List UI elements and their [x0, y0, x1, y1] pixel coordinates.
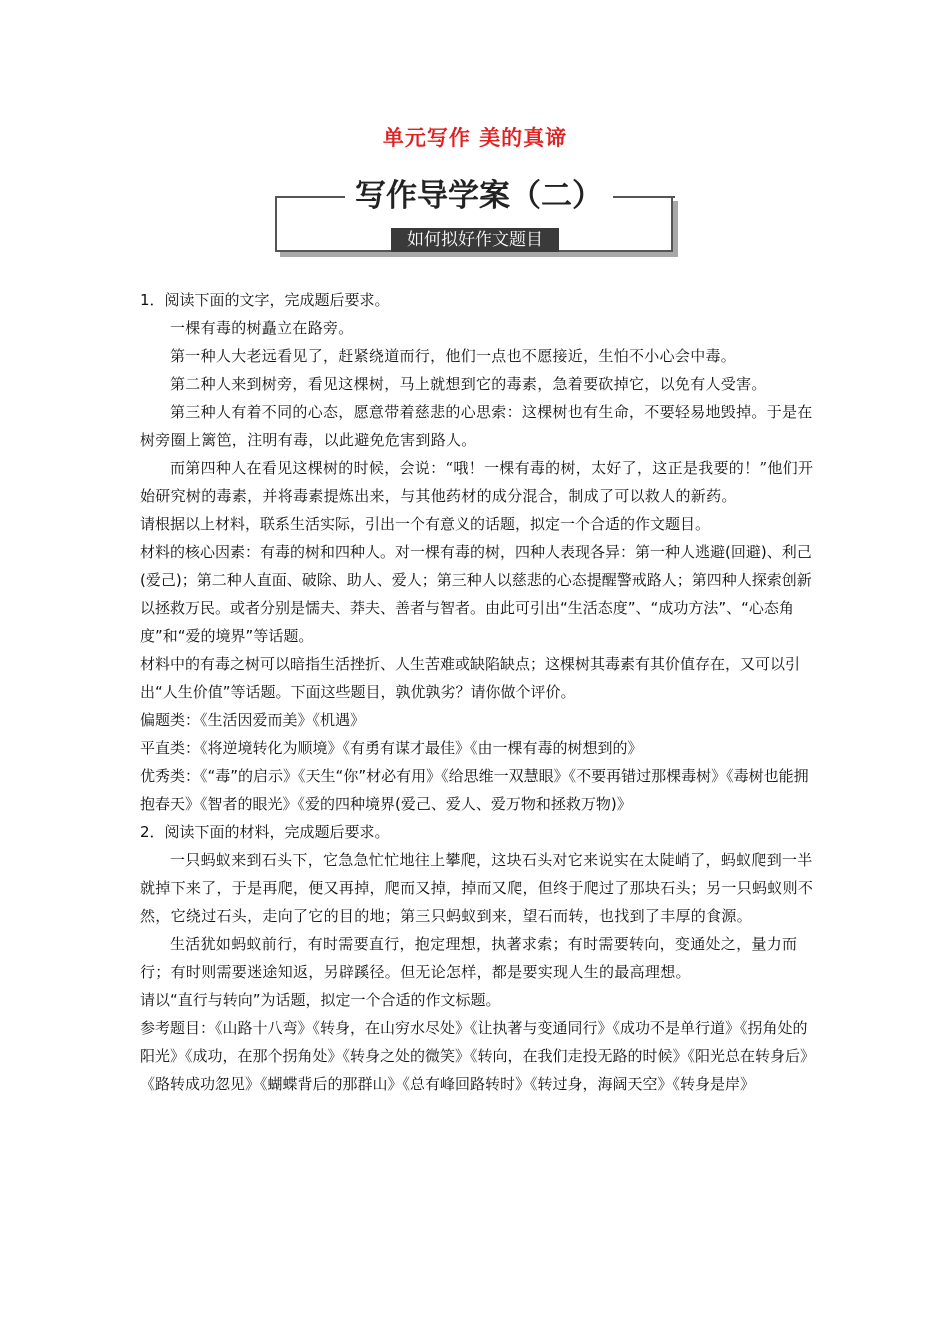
- passage-1-para-1: 一棵有毒的树矗立在路旁。: [170, 319, 354, 337]
- question-1: 1．阅读下面的文字，完成题后要求。: [140, 291, 390, 309]
- section-banner: [275, 176, 675, 256]
- banner-rule-right: [613, 196, 675, 198]
- banner-heading: 写作导学案（二）: [345, 176, 613, 216]
- passage-2-para-2: 生活犹如蚂蚁前行，有时需要直行，抱定理想，执著求索；有时需要转向，变通处之，量力而行；有时则需要迷途知返，另辟蹊径。但无论怎样，都是要实现人生的最高理想。: [140, 935, 798, 981]
- banner-subheading: 如何拟好作文题目: [391, 228, 559, 252]
- passage-1-para-4: 第三种人有着不同的心态，愿意带着慈悲的心思索：这棵树也有生命，不要轻易地毁掉。于是在树旁圈上篱笆，注明有毒，以此避免危害到路人。: [140, 403, 813, 449]
- category-biased: 偏题类：《生活因爱而美》《机遇》: [140, 711, 366, 729]
- task-1: 请根据以上材料，联系生活实际，引出一个有意义的话题，拟定一个合适的作文题目。: [140, 515, 711, 533]
- reference-titles: 参考题目：《山路十八弯》《转身，在山穷水尽处》《让执著与变通同行》《成功不是单行道》《拐角处的阳光》《成功，在那个拐角处》《转身之处的微笑》《转向，在我们走投无路的时候》《阳光总在转身后》《路转成功忽见》《蝴蝶背后的那群山》《总有峰回路转时》《转过身，海阔天空》《转身是岸》: [140, 1019, 816, 1093]
- category-excellent: 优秀类：《“毒”的启示》《天生“你”材必有用》《给思维一双慧眼》《不要再错过那棵毒树》《毒树也能拥抱春天》《智者的眼光》《爱的四种境界(爱己、爱人、爱万物和拯救万物)》: [140, 767, 809, 813]
- task-2: 请以“直行与转向”为话题，拟定一个合适的作文标题。: [140, 991, 501, 1009]
- analysis-1: 材料的核心因素：有毒的树和四种人。对一棵有毒的树，四种人表现各异：第一种人逃避(回避)、利己(爱己)；第二种人直面、破除、助人、爱人；第三种人以慈悲的心态提醒警戒路人；第四种人探索创新以拯救万民。或者分别是懦夫、莽夫、善者与智者。由此可引出“生活态度”、“成功方法”、“心态角度”和“爱的境界”等话题。: [140, 543, 812, 645]
- banner-rule-left: [275, 196, 345, 198]
- passage-2-para-1: 一只蚂蚁来到石头下，它急急忙忙地往上攀爬，这块石头对它来说实在太陡峭了，蚂蚁爬到一半就掉下来了，于是再爬，便又再掉，爬而又掉，掉而又爬，但终于爬过了那块石头；另一只蚂蚁则不然，它绕过石头，走向了它的目的地；第三只蚂蚁到来，望石而转，也找到了丰厚的食源。: [140, 851, 814, 925]
- passage-1-para-5: 而第四种人在看见这棵树的时候，会说：“哦！一棵有毒的树，太好了，这正是我要的！”他们开始研究树的毒素，并将毒素提炼出来，与其他药材的成分混合，制成了可以救人的新药。: [140, 459, 814, 505]
- category-plain: 平直类：《将逆境转化为顺境》《有勇有谋才最佳》《由一棵有毒的树想到的》: [140, 739, 643, 757]
- analysis-2: 材料中的有毒之树可以暗指生活挫折、人生苦难或缺陷缺点；这棵树其毒素有其价值存在，又可以引出“人生价值”等话题。下面这些题目，孰优孰劣？请你做个评价。: [140, 655, 801, 701]
- passage-1-para-3: 第二种人来到树旁，看见这棵树，马上就想到它的毒素，急着要砍掉它，以免有人受害。: [170, 375, 767, 393]
- document-title: 单元写作 美的真谛: [382, 126, 568, 150]
- document-body: [140, 286, 820, 1098]
- passage-1-para-2: 第一种人大老远看见了，赶紧绕道而行，他们一点也不愿接近，生怕不小心会中毒。: [170, 347, 737, 365]
- question-2: 2．阅读下面的材料，完成题后要求。: [140, 823, 390, 841]
